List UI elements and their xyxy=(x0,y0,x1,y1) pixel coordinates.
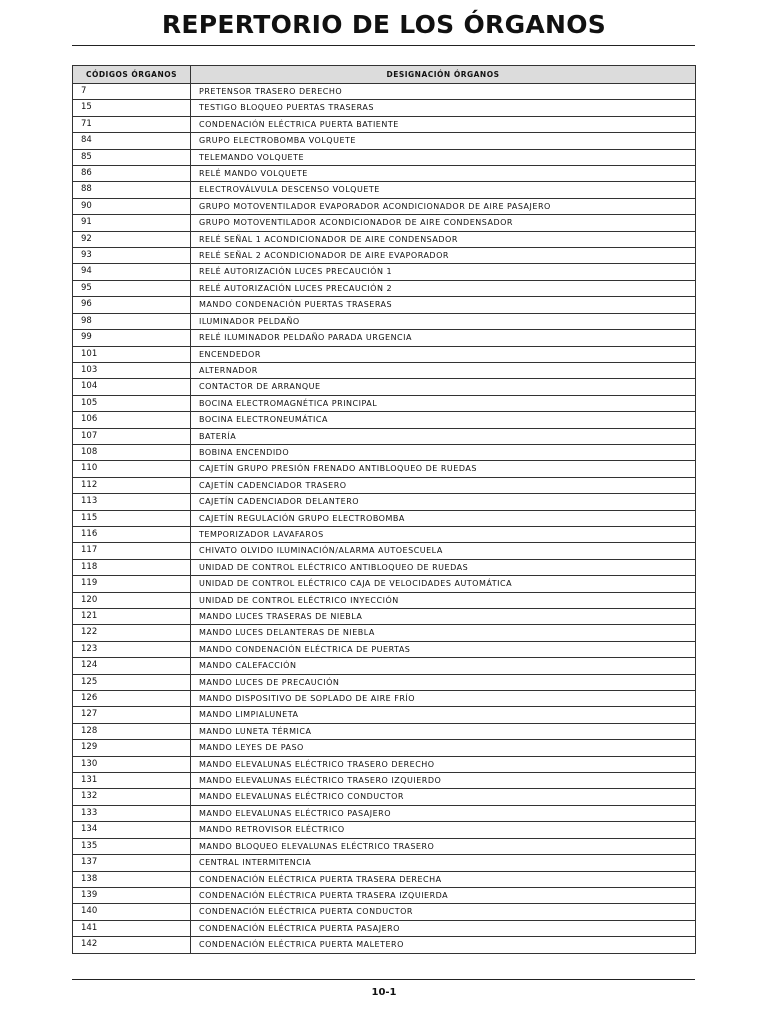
table-row xyxy=(73,280,696,296)
organ-designation-cell: MANDO ELEVALUNAS ELÉCTRICO CONDUCTOR xyxy=(191,789,696,805)
organ-code-cell: 141 xyxy=(73,920,191,936)
organ-code-cell: 134 xyxy=(73,822,191,838)
organ-code-cell: 95 xyxy=(73,280,191,296)
table-row xyxy=(73,641,696,657)
table-row xyxy=(73,543,696,559)
organ-designation-cell: MANDO LEYES DE PASO xyxy=(191,740,696,756)
organ-designation-cell: CAJETÍN CADENCIADOR TRASERO xyxy=(191,477,696,493)
organ-designation-cell: CONDENACIÓN ELÉCTRICA PUERTA TRASERA DERECHA xyxy=(191,871,696,887)
table-row xyxy=(73,887,696,903)
organ-designation-cell: RELÉ MANDO VOLQUETE xyxy=(191,166,696,182)
organ-code-cell: 140 xyxy=(73,904,191,920)
organ-designation-cell: MANDO LUCES DELANTERAS DE NIEBLA xyxy=(191,625,696,641)
column-header-designation: DESIGNACIÓN ÓRGANOS xyxy=(191,66,696,84)
table-row xyxy=(73,412,696,428)
organ-designation-cell: MANDO LUCES TRASERAS DE NIEBLA xyxy=(191,609,696,625)
organ-code-cell: 126 xyxy=(73,691,191,707)
organ-designation-cell: CHIVATO OLVIDO ILUMINACIÓN/ALARMA AUTOESCUELA xyxy=(191,543,696,559)
organ-designation-cell: CONTACTOR DE ARRANQUE xyxy=(191,379,696,395)
organ-designation-cell: ALTERNADOR xyxy=(191,362,696,378)
organ-designation-cell: ELECTROVÁLVULA DESCENSO VOLQUETE xyxy=(191,182,696,198)
table-row xyxy=(73,723,696,739)
organ-code-cell: 119 xyxy=(73,576,191,592)
table-row xyxy=(73,444,696,460)
page-title: REPERTORIO DE LOS ÓRGANOS xyxy=(161,10,607,39)
organ-designation-cell: BOBINA ENCENDIDO xyxy=(191,444,696,460)
organ-designation-cell: CONDENACIÓN ELÉCTRICA PUERTA MALETERO xyxy=(191,937,696,953)
organ-code-cell: 71 xyxy=(73,116,191,132)
table-row xyxy=(73,297,696,313)
organ-code-cell: 127 xyxy=(73,707,191,723)
table-row xyxy=(73,559,696,575)
organ-code-cell: 124 xyxy=(73,658,191,674)
table-row xyxy=(73,313,696,329)
table-row xyxy=(73,838,696,854)
organ-designation-cell: CAJETÍN REGULACIÓN GRUPO ELECTROBOMBA xyxy=(191,510,696,526)
table-row xyxy=(73,166,696,182)
organ-designation-cell: UNIDAD DE CONTROL ELÉCTRICO CAJA DE VELOCIDADES AUTOMÁTICA xyxy=(191,576,696,592)
organ-code-cell: 131 xyxy=(73,773,191,789)
organ-code-cell: 94 xyxy=(73,264,191,280)
organ-code-cell: 7 xyxy=(73,84,191,100)
organ-designation-cell: ENCENDEDOR xyxy=(191,346,696,362)
organ-code-cell: 120 xyxy=(73,592,191,608)
page-number: 10-1 xyxy=(371,987,397,998)
table-row xyxy=(73,510,696,526)
table-row xyxy=(73,84,696,100)
organ-designation-cell: MANDO BLOQUEO ELEVALUNAS ELÉCTRICO TRASERO xyxy=(191,838,696,854)
organ-designation-cell: RELÉ ILUMINADOR PELDAÑO PARADA URGENCIA xyxy=(191,330,696,346)
organ-designation-cell: RELÉ SEÑAL 2 ACONDICIONADOR DE AIRE EVAPORADOR xyxy=(191,248,696,264)
title-divider xyxy=(72,45,695,46)
organ-code-cell: 84 xyxy=(73,133,191,149)
organ-code-cell: 112 xyxy=(73,477,191,493)
organ-code-cell: 128 xyxy=(73,723,191,739)
organ-code-cell: 117 xyxy=(73,543,191,559)
table-row xyxy=(73,871,696,887)
table-row xyxy=(73,609,696,625)
organ-designation-cell: RELÉ AUTORIZACIÓN LUCES PRECAUCIÓN 2 xyxy=(191,280,696,296)
organ-designation-cell: BOCINA ELECTRONEUMÁTICA xyxy=(191,412,696,428)
organ-designation-cell: MANDO LIMPIALUNETA xyxy=(191,707,696,723)
organ-designation-cell: MANDO RETROVISOR ELÉCTRICO xyxy=(191,822,696,838)
organ-code-cell: 142 xyxy=(73,937,191,953)
table-row xyxy=(73,789,696,805)
table-row xyxy=(73,379,696,395)
table-row xyxy=(73,215,696,231)
table-row xyxy=(73,756,696,772)
organ-code-cell: 123 xyxy=(73,641,191,657)
table-row xyxy=(73,526,696,542)
organ-code-cell: 104 xyxy=(73,379,191,395)
organ-code-cell: 85 xyxy=(73,149,191,165)
organ-designation-cell: MANDO CONDENACIÓN ELÉCTRICA DE PUERTAS xyxy=(191,641,696,657)
table-row xyxy=(73,920,696,936)
organ-designation-cell: CONDENACIÓN ELÉCTRICA PUERTA BATIENTE xyxy=(191,116,696,132)
organ-designation-cell: GRUPO MOTOVENTILADOR EVAPORADOR ACONDICIONADOR DE AIRE PASAJERO xyxy=(191,198,696,214)
table-row xyxy=(73,773,696,789)
table-row xyxy=(73,674,696,690)
table-row xyxy=(73,822,696,838)
table-row xyxy=(73,198,696,214)
organ-code-cell: 116 xyxy=(73,526,191,542)
table-row xyxy=(73,855,696,871)
organ-code-cell: 129 xyxy=(73,740,191,756)
table-row xyxy=(73,182,696,198)
organ-designation-cell: CENTRAL INTERMITENCIA xyxy=(191,855,696,871)
table-row xyxy=(73,149,696,165)
organ-designation-cell: GRUPO MOTOVENTILADOR ACONDICIONADOR DE AIRE CONDENSADOR xyxy=(191,215,696,231)
organ-code-cell: 133 xyxy=(73,805,191,821)
footer-divider xyxy=(72,979,695,980)
organ-code-cell: 122 xyxy=(73,625,191,641)
organ-code-cell: 125 xyxy=(73,674,191,690)
organ-code-cell: 103 xyxy=(73,362,191,378)
organ-code-cell: 132 xyxy=(73,789,191,805)
table-row xyxy=(73,691,696,707)
table-row xyxy=(73,494,696,510)
table-row xyxy=(73,100,696,116)
column-header-codes: CÓDIGOS ÓRGANOS xyxy=(73,66,191,84)
organ-code-cell: 92 xyxy=(73,231,191,247)
organ-code-cell: 107 xyxy=(73,428,191,444)
table-row xyxy=(73,658,696,674)
organ-code-cell: 105 xyxy=(73,395,191,411)
table-row xyxy=(73,937,696,953)
table-header-row xyxy=(73,66,696,84)
organ-code-cell: 113 xyxy=(73,494,191,510)
organ-code-cell: 86 xyxy=(73,166,191,182)
organ-designation-cell: CONDENACIÓN ELÉCTRICA PUERTA PASAJERO xyxy=(191,920,696,936)
table-row xyxy=(73,264,696,280)
organ-code-cell: 139 xyxy=(73,887,191,903)
organ-code-cell: 101 xyxy=(73,346,191,362)
table-row xyxy=(73,346,696,362)
organ-code-cell: 98 xyxy=(73,313,191,329)
organ-code-cell: 130 xyxy=(73,756,191,772)
organ-code-cell: 137 xyxy=(73,855,191,871)
table-row xyxy=(73,133,696,149)
table-row xyxy=(73,231,696,247)
organ-designation-cell: TESTIGO BLOQUEO PUERTAS TRASERAS xyxy=(191,100,696,116)
organ-designation-cell: MANDO DISPOSITIVO DE SOPLADO DE AIRE FRÍO xyxy=(191,691,696,707)
organ-code-cell: 121 xyxy=(73,609,191,625)
organ-code-cell: 93 xyxy=(73,248,191,264)
organ-designation-cell: TEMPORIZADOR LAVAFAROS xyxy=(191,526,696,542)
organ-designation-cell: MANDO CONDENACIÓN PUERTAS TRASERAS xyxy=(191,297,696,313)
organ-code-cell: 90 xyxy=(73,198,191,214)
organ-code-cell: 115 xyxy=(73,510,191,526)
organ-designation-cell: UNIDAD DE CONTROL ELÉCTRICO ANTIBLOQUEO DE RUEDAS xyxy=(191,559,696,575)
organ-code-cell: 99 xyxy=(73,330,191,346)
table-body xyxy=(73,84,696,954)
table-row xyxy=(73,428,696,444)
organ-code-cell: 110 xyxy=(73,461,191,477)
organ-code-cell: 118 xyxy=(73,559,191,575)
table-row xyxy=(73,592,696,608)
organ-designation-cell: MANDO LUCES DE PRECAUCIÓN xyxy=(191,674,696,690)
organ-designation-cell: MANDO LUNETA TÉRMICA xyxy=(191,723,696,739)
table-row xyxy=(73,625,696,641)
organ-designation-cell: CONDENACIÓN ELÉCTRICA PUERTA CONDUCTOR xyxy=(191,904,696,920)
table-row xyxy=(73,330,696,346)
organ-code-cell: 135 xyxy=(73,838,191,854)
organ-code-cell: 15 xyxy=(73,100,191,116)
table-row xyxy=(73,116,696,132)
table-row xyxy=(73,248,696,264)
organ-designation-cell: CAJETÍN CADENCIADOR DELANTERO xyxy=(191,494,696,510)
table-row xyxy=(73,707,696,723)
organ-designation-cell: TELEMANDO VOLQUETE xyxy=(191,149,696,165)
organ-designation-cell: PRETENSOR TRASERO DERECHO xyxy=(191,84,696,100)
organ-code-cell: 88 xyxy=(73,182,191,198)
organ-designation-cell: MANDO ELEVALUNAS ELÉCTRICO TRASERO IZQUIERDO xyxy=(191,773,696,789)
organ-designation-cell: MANDO ELEVALUNAS ELÉCTRICO TRASERO DERECHO xyxy=(191,756,696,772)
organ-designation-cell: ILUMINADOR PELDAÑO xyxy=(191,313,696,329)
table-row xyxy=(73,740,696,756)
organ-designation-cell: MANDO ELEVALUNAS ELÉCTRICO PASAJERO xyxy=(191,805,696,821)
organ-designation-cell: UNIDAD DE CONTROL ELÉCTRICO INYECCIÓN xyxy=(191,592,696,608)
table-row xyxy=(73,904,696,920)
table-row xyxy=(73,477,696,493)
table-row xyxy=(73,576,696,592)
table-row xyxy=(73,461,696,477)
organ-designation-cell: CAJETÍN GRUPO PRESIÓN FRENADO ANTIBLOQUEO DE RUEDAS xyxy=(191,461,696,477)
organ-designation-cell: BATERÍA xyxy=(191,428,696,444)
table-row xyxy=(73,805,696,821)
organ-designation-cell: GRUPO ELECTROBOMBA VOLQUETE xyxy=(191,133,696,149)
organ-code-cell: 138 xyxy=(73,871,191,887)
table-row xyxy=(73,395,696,411)
organ-code-cell: 91 xyxy=(73,215,191,231)
organ-code-cell: 96 xyxy=(73,297,191,313)
table-row xyxy=(73,362,696,378)
organ-designation-cell: RELÉ AUTORIZACIÓN LUCES PRECAUCIÓN 1 xyxy=(191,264,696,280)
organs-table xyxy=(72,65,696,954)
organ-designation-cell: MANDO CALEFACCIÓN xyxy=(191,658,696,674)
organ-designation-cell: RELÉ SEÑAL 1 ACONDICIONADOR DE AIRE CONDENSADOR xyxy=(191,231,696,247)
organ-designation-cell: CONDENACIÓN ELÉCTRICA PUERTA TRASERA IZQUIERDA xyxy=(191,887,696,903)
organ-designation-cell: BOCINA ELECTROMAGNÉTICA PRINCIPAL xyxy=(191,395,696,411)
organ-code-cell: 108 xyxy=(73,444,191,460)
organ-code-cell: 106 xyxy=(73,412,191,428)
